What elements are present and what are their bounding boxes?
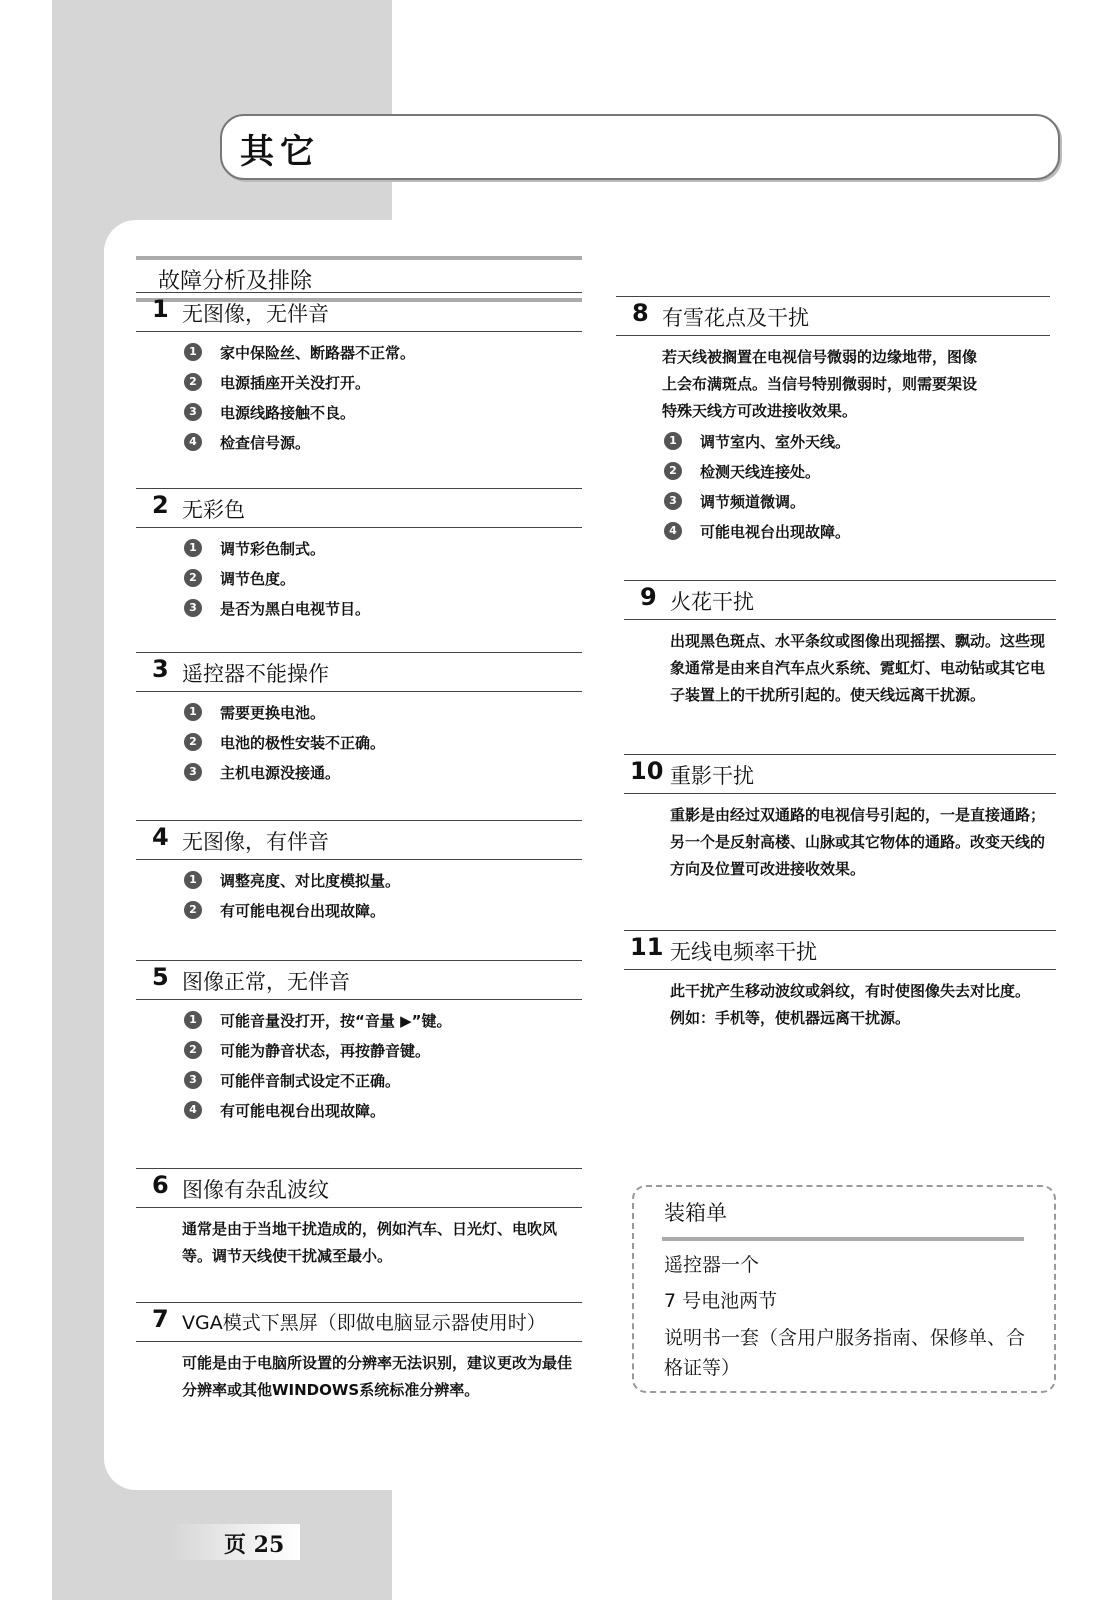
item-list: [136, 1008, 582, 1128]
list-item: 3 是否为黑白电视节目。: [136, 596, 582, 626]
list-item: 4 可能电视台出现故障。: [616, 519, 1050, 549]
section-title: 遥控器不能操作: [182, 662, 329, 686]
item-list: [136, 700, 582, 790]
section-title: 无图像，有伴音: [182, 830, 329, 854]
section-header: [624, 580, 1056, 620]
divider: [662, 1237, 1024, 1241]
list-item: 2 可能为静音状态，再按静音键。: [136, 1038, 582, 1068]
bullet-1-icon: 1: [664, 432, 682, 450]
section-number: 9: [640, 583, 657, 611]
section-number: 8: [632, 299, 649, 327]
section-title: VGA模式下黑屏（即做电脑显示器使用时）: [182, 1312, 546, 1334]
section-title: 无线电频率干扰: [670, 940, 817, 964]
item-list: [136, 536, 582, 626]
section-header: [616, 296, 1050, 336]
section-header: [136, 820, 582, 860]
bullet-2-icon: 2: [184, 373, 202, 391]
packing-list-box: [632, 1185, 1056, 1393]
section-9: [624, 580, 1056, 709]
section-title: 无图像，无伴音: [182, 302, 329, 326]
packing-item: 遥控器一个: [664, 1254, 760, 1276]
list-item: 2 电源插座开关没打开。: [136, 370, 582, 400]
section-title: 重影干扰: [670, 764, 754, 788]
section-text: 若天线被搁置在电视信号微弱的边缘地带，图像上会布满斑点。当信号特别微弱时，则需要架设特殊天线方可改进接收效果。: [662, 348, 978, 420]
section-text: 重影是由经过双通路的电视信号引起的，一是直接通路；另一个是反射高楼、山脉或其它物体的通路。改变天线的方向及位置可改进接收效果。: [670, 806, 1046, 878]
bullet-2-icon: 2: [184, 569, 202, 587]
bullet-1-icon: 1: [184, 703, 202, 721]
packing-item: 说明书一套（含用户服务指南、保修单、合格证等）: [664, 1327, 1026, 1379]
section-header: [624, 754, 1056, 794]
section-5: [136, 960, 582, 1128]
bullet-1-icon: 1: [184, 343, 202, 361]
section-number: 7: [152, 1305, 169, 1333]
bullet-2-icon: 2: [184, 901, 202, 919]
section-title: 无彩色: [182, 498, 245, 522]
section-header: [136, 488, 582, 528]
packing-list-title: 装箱单: [664, 1201, 727, 1225]
section-4: [136, 820, 582, 928]
bullet-2-icon: 2: [184, 1041, 202, 1059]
item-list: [136, 340, 582, 460]
section-11: [624, 930, 1056, 1032]
section-number: 2: [152, 491, 169, 519]
list-item: 1 家中保险丝、断路器不正常。: [136, 340, 582, 370]
bullet-1-icon: 1: [184, 871, 202, 889]
list-item: 1 可能音量没打开，按“音量 ▶”键。: [136, 1008, 582, 1038]
section-7: [136, 1302, 582, 1404]
section-text: 出现黑色斑点、水平条纹或图像出现摇摆、飘动。这些现象通常是由来自汽车点火系统、霓虹灯、电动钻或其它电子装置上的干扰所引起的。使天线远离干扰源。: [670, 632, 1046, 704]
item-list: [136, 868, 582, 928]
bullet-4-icon: 4: [664, 522, 682, 540]
section-number: 4: [152, 823, 169, 851]
section-6: [136, 1168, 582, 1270]
section-text: 此干扰产生移动波纹或斜纹，有时使图像失去对比度。例如：手机等，使机器远离干扰源。: [670, 982, 1031, 1027]
list-item: 1 调整亮度、对比度模拟量。: [136, 868, 582, 898]
section-header: [136, 1302, 582, 1342]
section-number: 11: [630, 933, 664, 961]
bullet-1-icon: 1: [184, 539, 202, 557]
bullet-2-icon: 2: [664, 462, 682, 480]
section-8: [616, 296, 1050, 549]
section-3: [136, 652, 582, 790]
list-item: 3 主机电源没接通。: [136, 760, 582, 790]
section-title: 图像正常，无伴音: [182, 970, 350, 994]
packing-item: 7 号电池两节: [664, 1290, 778, 1312]
section-number: 3: [152, 655, 169, 683]
bullet-2-icon: 2: [184, 733, 202, 751]
item-list: [616, 429, 1050, 549]
bullet-3-icon: 3: [184, 403, 202, 421]
section-number: 5: [152, 963, 169, 991]
list-item: 4 有可能电视台出现故障。: [136, 1098, 582, 1128]
section-title: 图像有杂乱波纹: [182, 1178, 329, 1202]
bullet-1-icon: 1: [184, 1011, 202, 1029]
section-title: 火花干扰: [670, 590, 754, 614]
section-header: [136, 960, 582, 1000]
packing-list: [664, 1247, 1034, 1383]
list-item: 3 可能伴音制式设定不正确。: [136, 1068, 582, 1098]
list-item: 3 电源线路接触不良。: [136, 400, 582, 430]
list-item: 3 调节频道微调。: [616, 489, 1050, 519]
section-header: [136, 652, 582, 692]
section-number: 1: [152, 295, 169, 323]
page-number: 页 25: [224, 1532, 285, 1558]
list-item: 2 电池的极性安装不正确。: [136, 730, 582, 760]
section-header: [136, 292, 582, 332]
section-1: [136, 292, 582, 460]
list-item: 1 需要更换电池。: [136, 700, 582, 730]
list-item: 2 检测天线连接处。: [616, 459, 1050, 489]
section-header: [624, 930, 1056, 970]
list-item: 4 检查信号源。: [136, 430, 582, 460]
section-title: 有雪花点及干扰: [662, 306, 809, 330]
bullet-3-icon: 3: [664, 492, 682, 510]
section-text: 通常是由于当地干扰造成的，例如汽车、日光灯、电吹风等。调节天线使干扰减至最小。: [182, 1220, 558, 1265]
section-10: [624, 754, 1056, 883]
list-item: 1 调节彩色制式。: [136, 536, 582, 566]
list-item: 2 有可能电视台出现故障。: [136, 898, 582, 928]
section-header: [136, 1168, 582, 1208]
analysis-title: 故障分析及排除: [158, 269, 313, 294]
section-number: 10: [630, 757, 664, 785]
page-title: 其它: [240, 132, 320, 172]
title-box: [220, 114, 1060, 180]
section-2: [136, 488, 582, 626]
bullet-3-icon: 3: [184, 1071, 202, 1089]
bullet-4-icon: 4: [184, 433, 202, 451]
section-number: 6: [152, 1171, 169, 1199]
page-number-tab: [170, 1524, 300, 1560]
list-item: 2 调节色度。: [136, 566, 582, 596]
section-text: 可能是由于电脑所设置的分辨率无法识别，建议更改为最佳分辨率或其他WINDOWS系统标准分辨率。: [182, 1354, 573, 1399]
bullet-3-icon: 3: [184, 763, 202, 781]
bullet-3-icon: 3: [184, 599, 202, 617]
list-item: 1 调节室内、室外天线。: [616, 429, 1050, 459]
bullet-4-icon: 4: [184, 1101, 202, 1119]
